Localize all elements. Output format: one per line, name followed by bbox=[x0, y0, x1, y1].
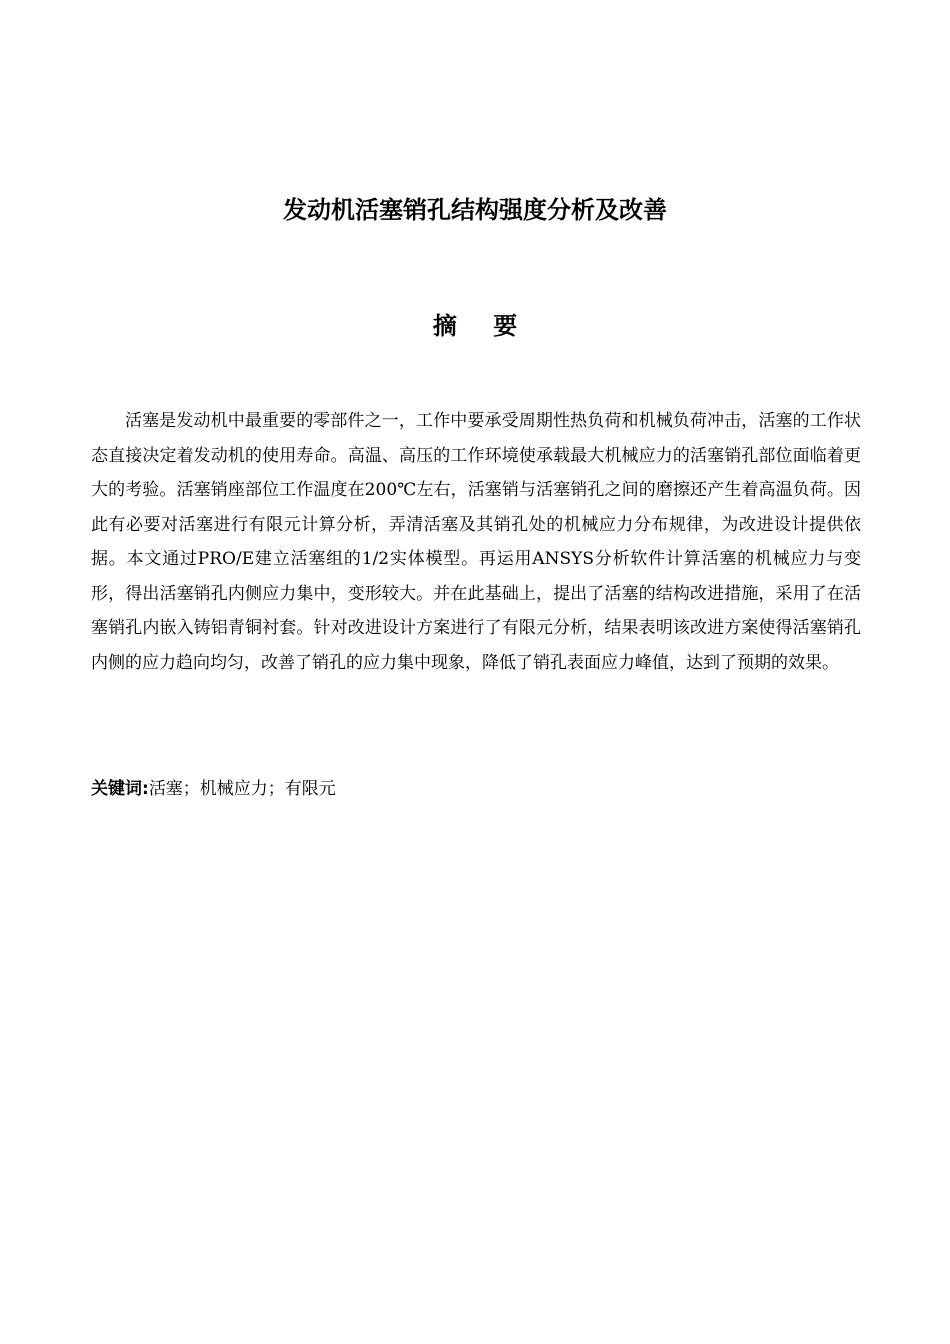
keywords-label: 关键词: bbox=[91, 779, 149, 799]
document-title: 发动机活塞销孔结构强度分析及改善 bbox=[283, 196, 667, 224]
abstract-heading: 摘 要 bbox=[432, 312, 532, 340]
abstract-paragraph: 活塞是发动机中最重要的零部件之一，工作中要承受周期性热负荷和机械负荷冲击，活塞的工作状态直接决定着发动机的使用寿命。高温、高压的工作环境使承载最大机械应力的活塞销孔部位面临着更大的考验。活塞销座部位工作温度在200℃左右，活塞销与活塞销孔之间的磨擦还产生着高温负荷。因此有必要对活塞进行有限元计算分析，弄清活塞及其销孔处的机械应力分布规律，为改进设计提供依据。本文通过PRO/E建立活塞组的1/2实体模型。再运用ANSYS分析软件计算活塞的机械应力与变形，得出活塞销孔内侧应力集中，变形较大。并在此基础上，提出了活塞的结构改进措施，采用了在活塞销孔内嵌入铸铝青铜衬套。针对改进设计方案进行了有限元分析，结果表明该改进方案使得活塞销孔内侧的应力趋向均匀，改善了销孔的应力集中现象，降低了销孔表面应力峰值，达到了预期的效果。 bbox=[91, 411, 861, 673]
keywords-line bbox=[91, 774, 861, 804]
keywords-value: 活塞；机械应力；有限元 bbox=[148, 779, 336, 799]
